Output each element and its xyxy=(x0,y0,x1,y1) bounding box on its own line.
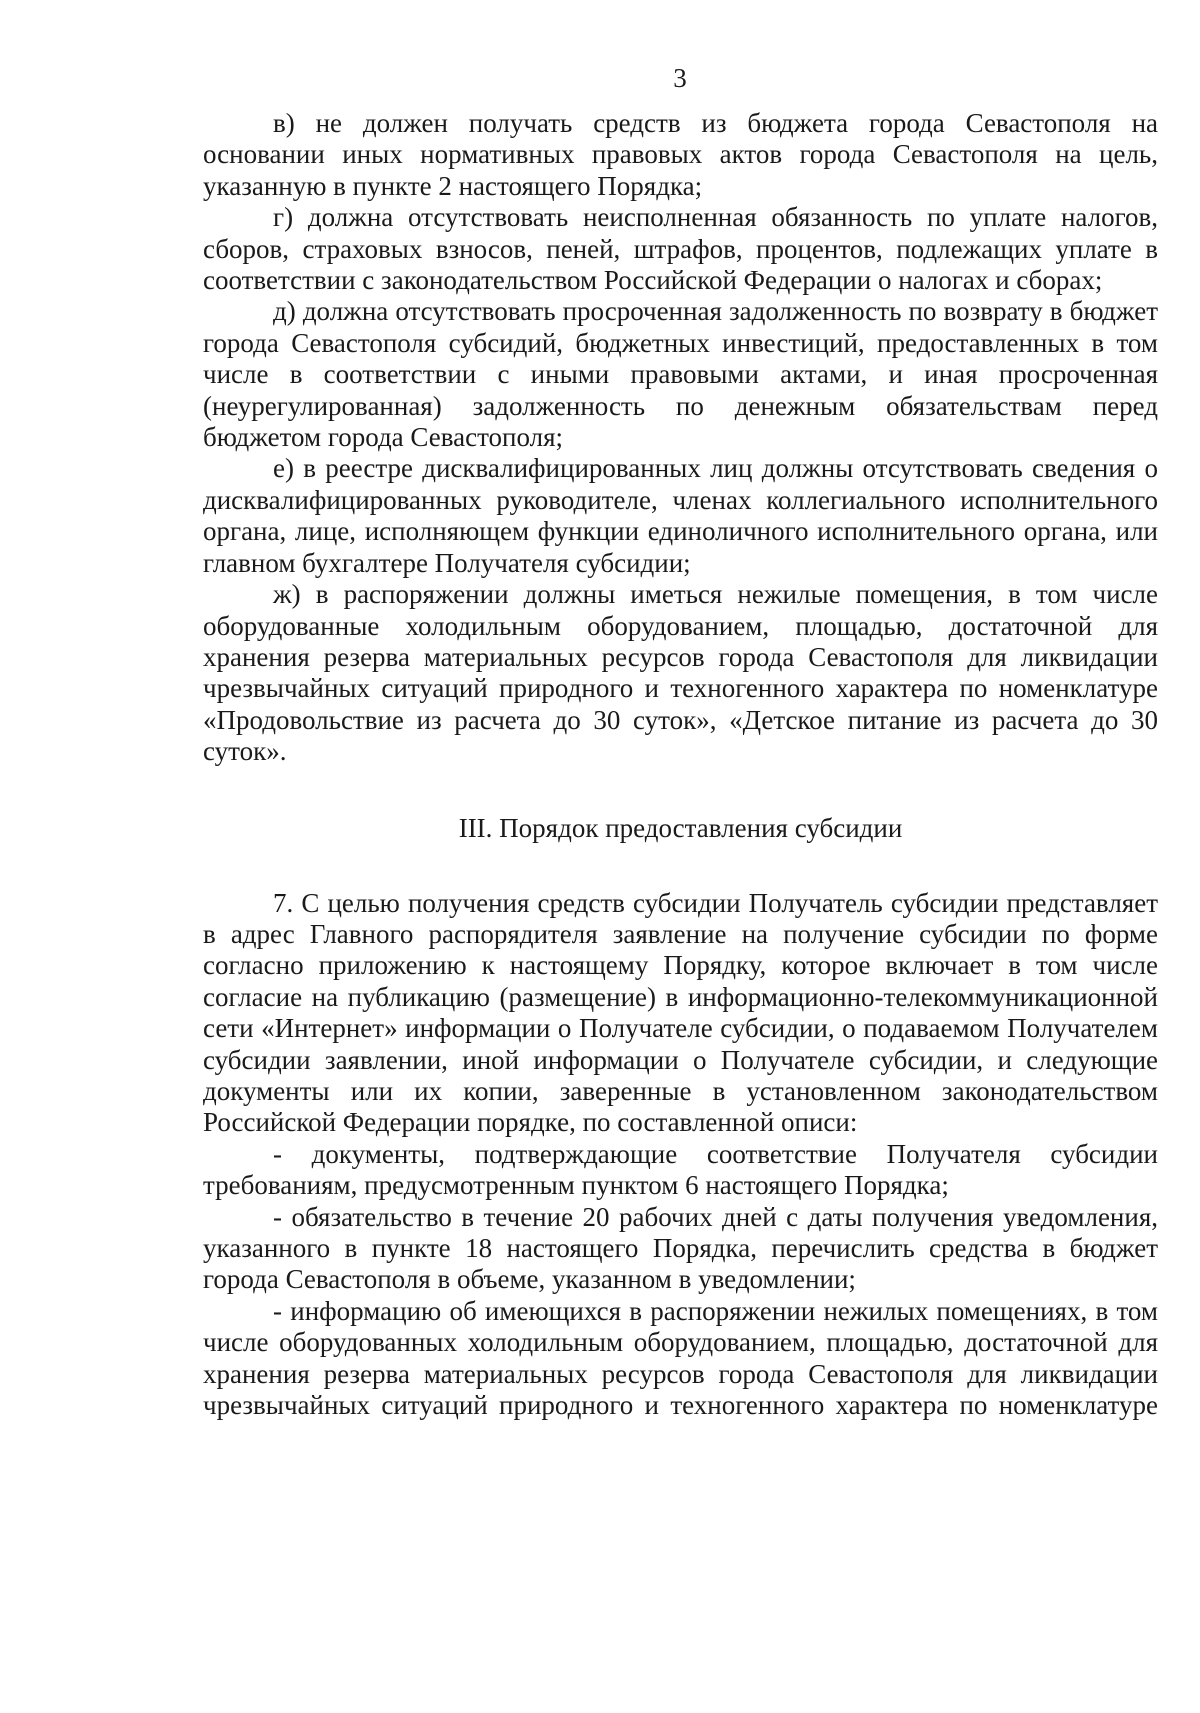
list-item-v: в) не должен получать средств из бюджета города Севастополя на основании иных нормативных правовых актов города Севастополя на цель, указанную в пункте 2 настоящего Порядка; xyxy=(203,108,1158,201)
page-number: 3 xyxy=(673,63,687,93)
list-item-e: е) в реестре дисквалифицированных лиц должны отсутствовать сведения о дисквалифицированных руководителе, членах коллегиального исполнительного органа, лице, исполняющем функции единоличного исполнительного органа, или главном бухгалтере Получателя субсидии; xyxy=(203,453,1158,578)
list-item-g: г) должна отсутствовать неисполненная обязанность по уплате налогов, сборов, страховых взносов, пеней, штрафов, процентов, подлежащих уплате в соответствии с законодательством Российской Федерации о налогах и сборах; xyxy=(203,202,1158,296)
bullet-premises-info: - информацию об имеющихся в распоряжении нежилых помещениях, в том числе оборудованных холодильным оборудованием, площадью, достаточной для хранения резерва материальных ресурсов города Севастополя для ликвидации чрезвычайных ситуаций природного и техногенного характера по номенклатуре xyxy=(203,1295,1158,1421)
bullet-obligation: - обязательство в течение 20 рабочих дней с даты получения уведомления, указанного в пункте 18 настоящего Порядка, перечислить средства в бюджет города Севастополя в объеме, указанном в уведомлении; xyxy=(203,1201,1158,1295)
section-heading: III. Порядок предоставления субсидии xyxy=(458,812,903,843)
list-item-d: д) должна отсутствовать просроченная задолженность по возврату в бюджет города Севастополя субсидий, бюджетных инвестиций, предоставленных в том числе в соответствии с иными правовыми актами, и иная просроченная (неурегулированная) задолженность по денежным обязательствам перед бюджетом города Севастополя; xyxy=(203,296,1158,453)
list-item-zh: ж) в распоряжении должны иметься нежилые помещения, в том числе оборудованные холодильным оборудованием, площадью, достаточной для хранения резерва материальных ресурсов города Севастополя для ликвидации чрезвычайных ситуаций природного и техногенного характера по номенклатуре «Продовольствие из расчета до 30 суток», «Детское питание из расчета до 30 суток». xyxy=(203,579,1158,767)
document-body xyxy=(203,108,1158,1421)
paragraph-7: 7. С целью получения средств субсидии Получатель субсидии представляет в адрес Главного распорядителя заявление на получение субсидии по форме согласно приложению к настоящему Порядку, которое включает в том числе согласие на публикацию (размещение) в информационно-телекоммуникационной сети «Интернет» информации о Получателе субсидии, о подаваемом Получателем субсидии заявлении, иной информации о Получателе субсидии, и следующие документы или их копии, заверенные в установленном законодательством Российской Федерации порядке, по составленной описи: xyxy=(203,887,1158,1138)
bullet-documents: - документы, подтверждающие соответствие Получателя субсидии требованиям, предусмотренным пунктом 6 настоящего Порядка; xyxy=(203,1138,1158,1201)
